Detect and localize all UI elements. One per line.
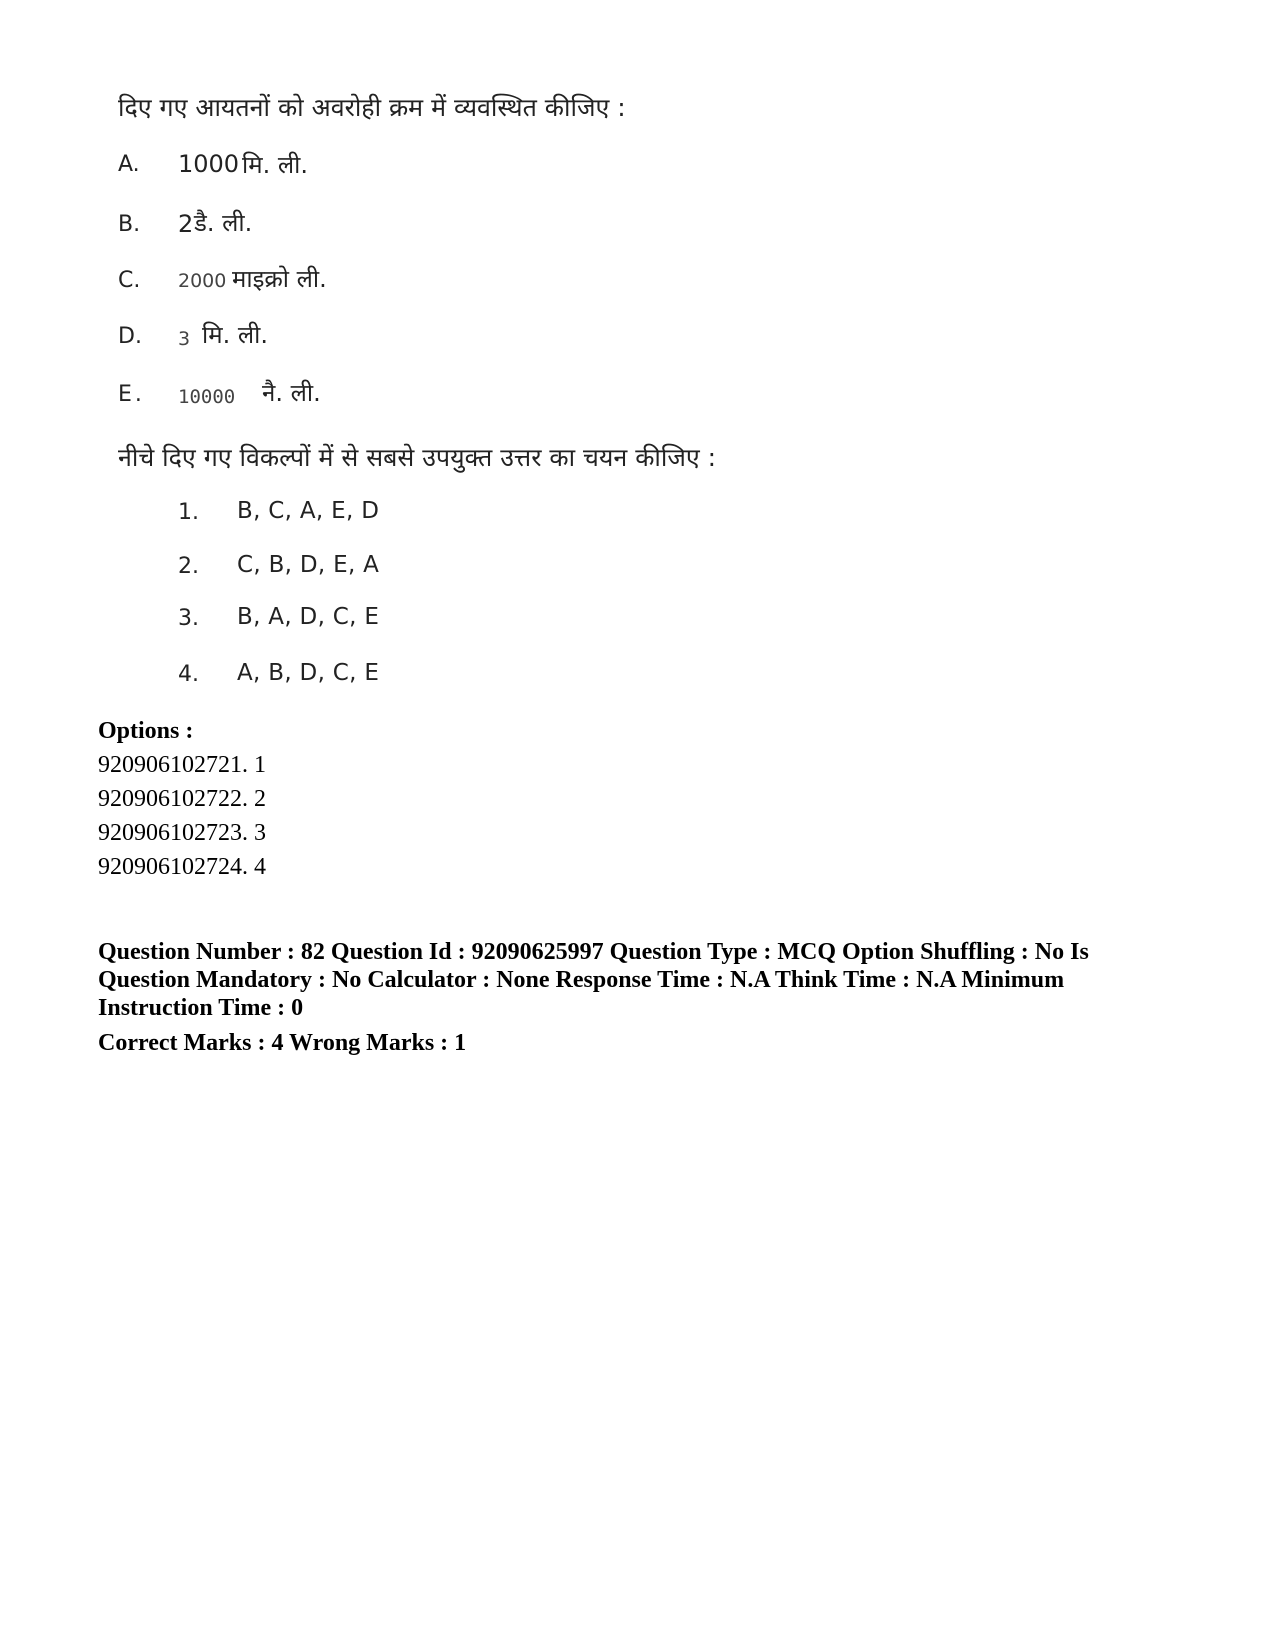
item-unit-b: डै. ली. [194,209,253,237]
choice-text-4: A, B, D, C, E [237,660,380,686]
choice-number-1: 1. [178,500,199,525]
choice-text-2: C, B, D, E, A [237,552,380,578]
marks-info: Correct Marks : 4 Wrong Marks : 1 [98,1030,467,1056]
choice-text-3: B, A, D, C, E [237,604,380,630]
choice-number-4: 4. [178,662,199,687]
item-letter-d: D. [118,324,142,349]
item-value-b: 2 [178,210,194,238]
choice-text-1: B, C, A, E, D [237,498,380,524]
item-unit-d: मि. ली. [202,321,268,349]
choice-number-2: 2. [178,554,199,579]
option-item-1: 920906102721. 1 [98,752,266,778]
item-value-d: 3 [178,328,191,350]
item-value-c: 2000 [178,270,227,292]
option-item-4: 920906102724. 4 [98,854,266,880]
item-value-e: 10000 [178,386,236,408]
item-letter-a: A. [118,152,140,177]
options-heading: Options : [98,718,194,744]
question-instruction: दिए गए आयतनों को अवरोही क्रम में व्यवस्थित कीजिए : [118,93,626,122]
item-unit-a: मि. ली. [242,151,308,179]
item-letter-e: E. [118,382,145,407]
option-item-2: 920906102722. 2 [98,786,266,812]
item-letter-c: C. [118,268,141,293]
choose-prompt: नीचे दिए गए विकल्पों में से सबसे उपयुक्त उत्तर का चयन कीजिए : [118,443,717,472]
item-letter-b: B. [118,212,141,237]
item-value-a: 1000 [178,150,240,178]
option-item-3: 920906102723. 3 [98,820,266,846]
choice-number-3: 3. [178,606,199,631]
item-unit-e: नै. ली. [262,379,321,407]
item-unit-c: माइक्रो ली. [232,265,327,293]
question-meta: Question Number : 82 Question Id : 92090625997 Question Type : MCQ Option Shuffling : No Is Question Mandatory : No Calculator : None Response Time : N.A Think Time : N.A Minimum Instruction Time : 0 [98,939,1089,1021]
